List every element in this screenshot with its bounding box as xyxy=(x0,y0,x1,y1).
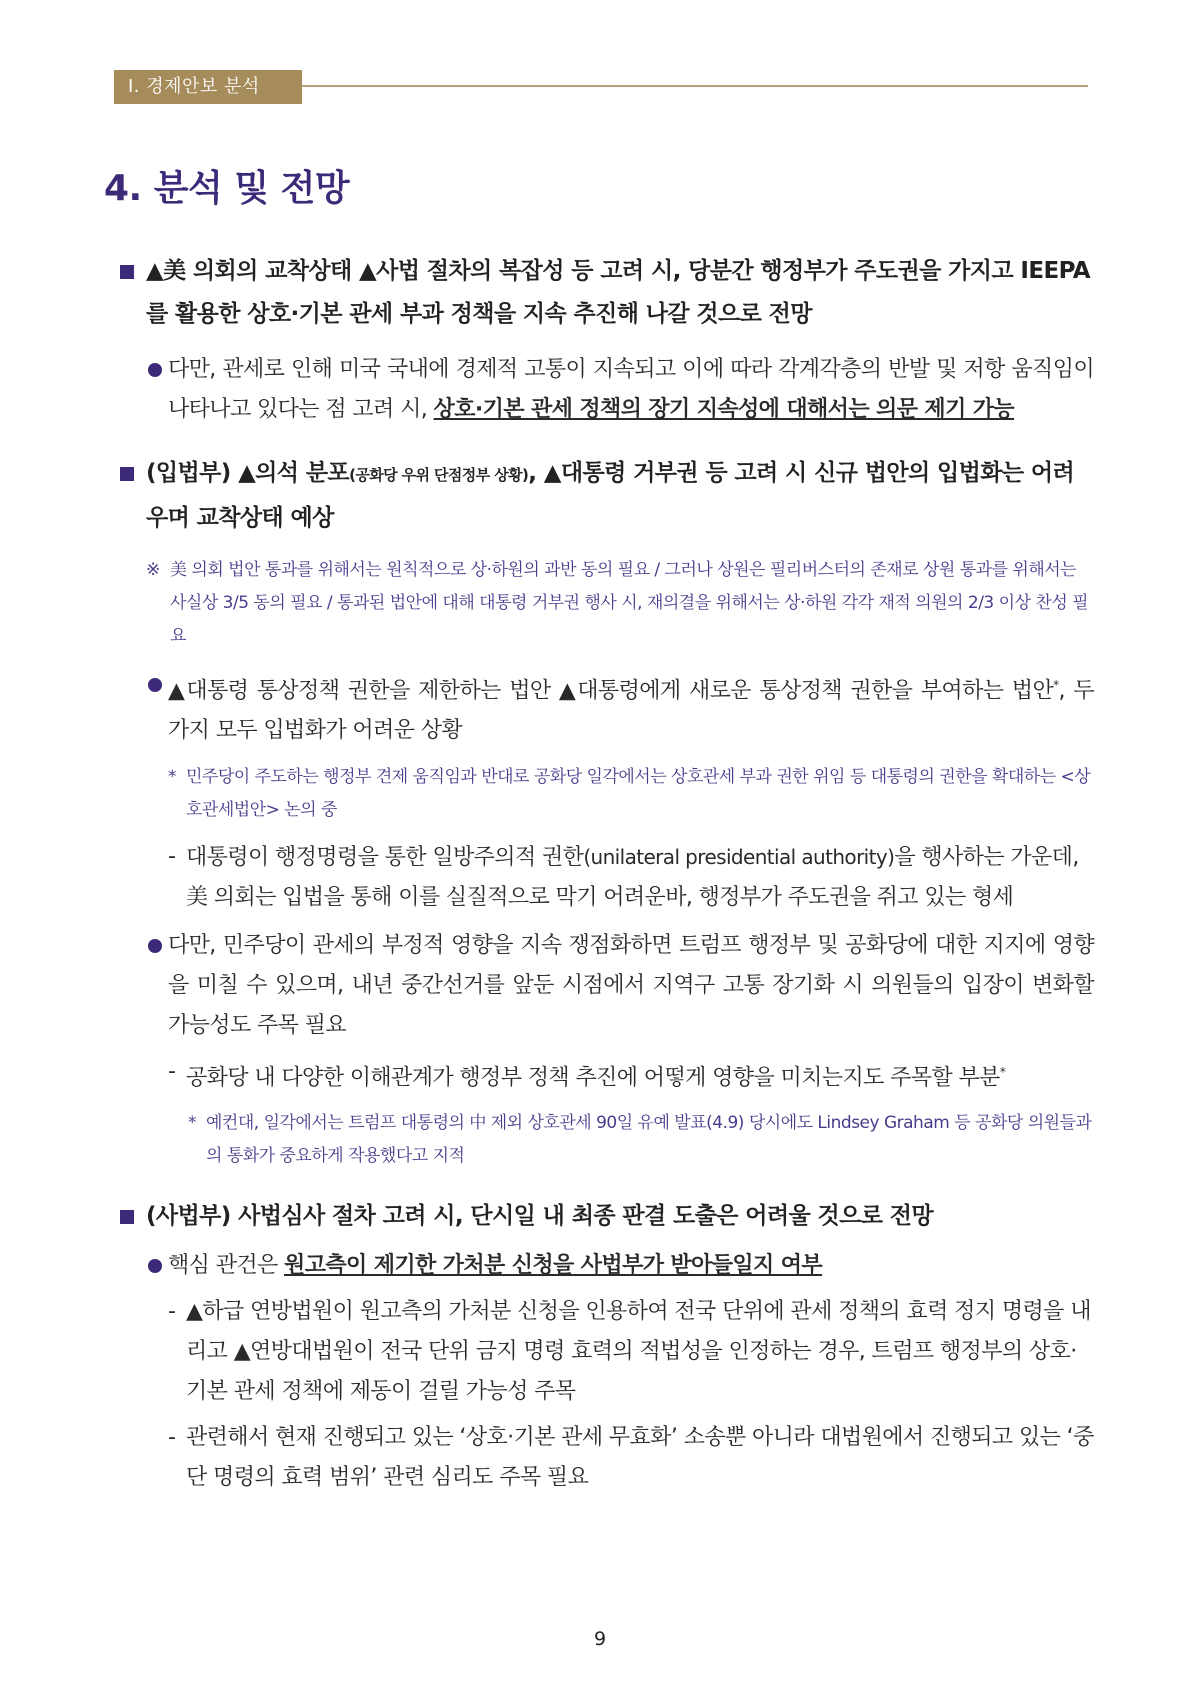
square-bullet-item xyxy=(104,452,1094,540)
footnote-text: 예컨대, 일각에서는 트럼프 대통령의 中 제외 상호관세 90일 유예 발표(4.9) 당시에도 Lindsey Graham 등 공화당 의원들과의 통화가 중요하게 작용했다고 지적 xyxy=(206,1112,1092,1166)
circle-bullet-item xyxy=(148,1246,1094,1286)
dash-text: 대통령이 행정명령을 통한 일방주의적 권한(unilateral presidential authority)을 행사하는 가운데, 美 의회는 입법을 통해 이를 실질적으로 막기 어려운바, 행정부가 주도권을 쥐고 있는 형세 xyxy=(186,845,1079,911)
point-2-heading: (입법부) ▲의석 분포(공화당 우위 단점정부 상황), ▲대통령 거부권 등 고려 시 신규 법안의 입법화는 어려우며 교착상태 예상 xyxy=(146,460,1075,531)
dash-text: 공화당 내 다양한 이해관계가 행정부 정책 추진에 어떻게 영향을 미치는지도 주목할 부분* xyxy=(186,1065,1006,1091)
dash-mark: - xyxy=(168,1424,176,1450)
dash-text: 관련해서 현재 진행되고 있는 ‘상호·기본 관세 무효화’ 소송뿐 아니라 대법원에서 진행되고 있는 ‘중단 명령의 효력 범위’ 관련 심리도 주목 필요 xyxy=(186,1424,1094,1490)
footnote-mark: * xyxy=(168,767,176,788)
reference-note xyxy=(146,554,1094,653)
dash-item xyxy=(168,1292,1094,1412)
document-body xyxy=(104,250,1094,1498)
square-bullet-icon xyxy=(120,1210,134,1224)
point-3-heading: (사법부) 사법심사 절차 고려 시, 단시일 내 최종 판결 도출은 어려울 것으로 전망 xyxy=(146,1202,934,1229)
circle-bullet-icon xyxy=(148,363,162,377)
square-bullet-item xyxy=(104,1195,1094,1238)
point-3 xyxy=(104,1195,1094,1498)
dash-mark: - xyxy=(168,844,176,870)
emphasis-text: 원고측이 제기한 가처분 신청을 사법부가 받아들일지 여부 xyxy=(284,1252,823,1278)
footnote-text: 민주당이 주도하는 행정부 견제 움직임과 반대로 공화당 일각에서는 상호관세 부과 권한 위임 등 대통령의 권한을 확대하는 <상호관세법안> 논의 중 xyxy=(186,767,1091,821)
bullet-text: 다만, 민주당이 관세의 부정적 영향을 지속 쟁점화하면 트럼프 행정부 및 공화당에 대한 지지에 영향을 미칠 수 있으며, 내년 중간선거를 앞둔 시점에서 지역구 고통 장기화 시 의원들의 입장이 변화할 가능성도 주목 필요 xyxy=(168,933,1094,1039)
circle-bullet-icon xyxy=(148,1259,162,1273)
footnote xyxy=(168,761,1094,827)
bullet-text: ▲대통령 통상정책 권한을 제한하는 법안 ▲대통령에게 새로운 통상정책 권한을 부여하는 법안*, 두 가지 모두 입법화가 어려운 상황 xyxy=(168,678,1094,744)
circle-bullet-item xyxy=(148,926,1094,1046)
bullet-text: 다만, 관세로 인해 미국 국내에 경제적 고통이 지속되고 이에 따라 각계각층의 반발 및 저항 움직임이 나타나고 있다는 점 고려 시, 상호·기본 관세 정책의 장기 지속성에 대해서는 의문 제기 가능 xyxy=(168,357,1094,422)
point-1 xyxy=(104,250,1094,430)
circle-bullet-icon xyxy=(148,939,162,953)
dash-item xyxy=(168,837,1094,918)
bullet-text: 핵심 관건은 원고측이 제기한 가처분 신청을 사법부가 받아들일지 여부 xyxy=(168,1252,823,1278)
page-title: 4. 분석 및 전망 xyxy=(104,168,350,209)
circle-bullet-item xyxy=(148,350,1094,430)
header-divider xyxy=(302,85,1088,87)
page-number: 9 xyxy=(593,1628,607,1650)
reference-mark-icon: ※ xyxy=(146,560,160,580)
square-bullet-icon xyxy=(120,467,134,481)
footnote-mark: * xyxy=(188,1112,196,1133)
square-bullet-icon xyxy=(120,265,134,279)
circle-bullet-icon xyxy=(148,678,162,692)
emphasis-text: 상호·기본 관세 정책의 장기 지속성에 대해서는 의문 제기 가능 xyxy=(433,397,1015,422)
dash-item xyxy=(168,1052,1094,1098)
point-1-heading: ▲美 의회의 교착상태 ▲사법 절차의 복잡성 등 고려 시, 당분간 행정부가 주도권을 가지고 IEEPA를 활용한 상호·기본 관세 부과 정책을 지속 추진해 나갈 것으로 전망 xyxy=(146,258,1090,327)
point-2 xyxy=(104,452,1094,1173)
dash-mark: - xyxy=(168,1059,176,1085)
square-bullet-item xyxy=(104,250,1094,336)
circle-bullet-item xyxy=(148,665,1094,751)
dash-text: ▲하급 연방법원이 원고측의 가처분 신청을 인용하여 전국 단위에 관세 정책의 효력 정지 명령을 내리고 ▲연방대법원이 전국 단위 금지 명령 효력의 적법성을 인정하는 경우, 트럼프 행정부의 상호·기본 관세 정책에 제동이 걸릴 가능성 주목 xyxy=(186,1298,1091,1404)
dash-item xyxy=(168,1418,1094,1498)
dash-mark: - xyxy=(168,1298,176,1324)
section-tag: Ⅰ. 경제안보 분석 xyxy=(114,70,302,104)
reference-note-text: 美 의회 법안 통과를 위해서는 원칙적으로 상·하원의 과반 동의 필요 / 그러나 상원은 필리버스터의 존재로 상원 통과를 위해서는 사실상 3/5 동의 필요 / 통과된 법안에 대해 대통령 거부권 행사 시, 재의결을 위해서는 상·하원 각각 재적 의원의 2/3 이상 찬성 필요 xyxy=(170,560,1089,646)
footnote xyxy=(188,1107,1094,1173)
